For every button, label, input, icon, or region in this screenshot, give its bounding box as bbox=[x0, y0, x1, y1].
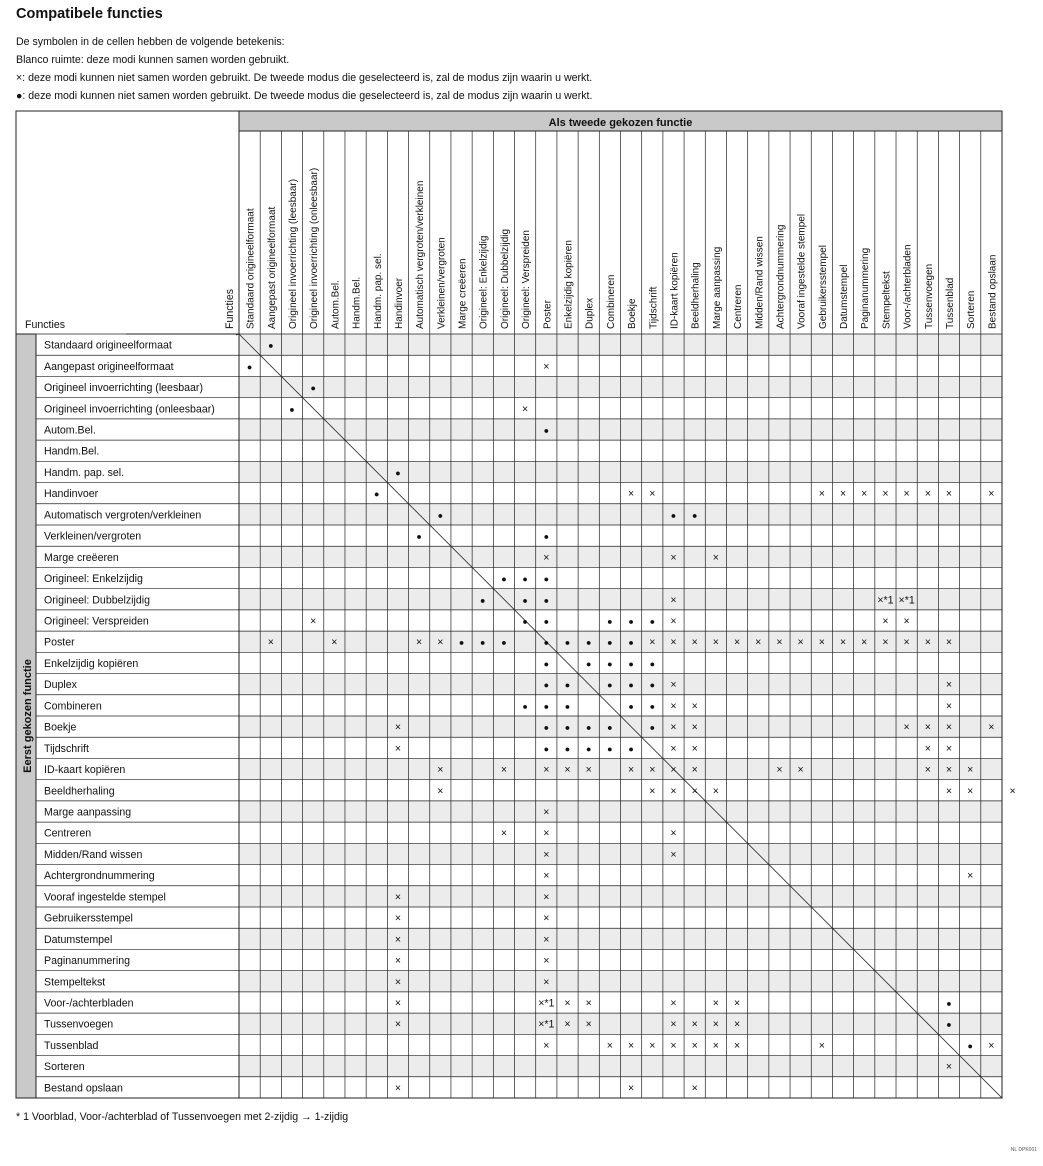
row-label: Aangepast origineelformaat bbox=[44, 360, 174, 373]
col-header-label: Handm.Bel. bbox=[351, 276, 363, 329]
cell-cross-mark: × bbox=[394, 997, 402, 1010]
cell-cross-mark: × bbox=[670, 1039, 677, 1052]
cell-dot-mark: ● bbox=[607, 658, 613, 669]
row-label: Centreren bbox=[44, 827, 92, 840]
col-header-label: Boekje bbox=[627, 298, 639, 329]
cell-cross-mark: ×*1 bbox=[538, 997, 555, 1010]
row-label: Automatisch vergroten/verkleinen bbox=[44, 509, 202, 522]
cell-dot-mark: ● bbox=[628, 616, 634, 627]
col-header-label: Tussenblad bbox=[945, 277, 957, 329]
cell-cross-mark: × bbox=[776, 764, 783, 777]
cell-cross-mark: × bbox=[543, 806, 550, 819]
cell-cross-mark: × bbox=[543, 551, 550, 564]
cell-cross-mark: × bbox=[670, 1018, 677, 1031]
cell-cross-mark: × bbox=[776, 636, 783, 649]
col-header-label: Gebruikersstempel bbox=[817, 245, 829, 329]
cell-dot-mark: ● bbox=[649, 616, 656, 627]
cell-cross-mark: × bbox=[733, 1018, 741, 1031]
row-label: Tussenblad bbox=[44, 1039, 99, 1052]
cell-cross-mark: × bbox=[861, 488, 868, 501]
cell-cross-mark: × bbox=[967, 785, 974, 798]
cell-cross-mark: × bbox=[691, 1082, 698, 1095]
cell-cross-mark: × bbox=[437, 785, 444, 798]
cell-cross-mark: × bbox=[543, 933, 550, 946]
cell-cross-mark: × bbox=[882, 636, 889, 649]
cell-cross-mark: × bbox=[331, 636, 338, 649]
row-label: Standaard origineelformaat bbox=[44, 339, 172, 352]
first-header-label: Eerst gekozen functie bbox=[22, 659, 34, 773]
cell-cross-mark: × bbox=[945, 679, 953, 692]
document-code: NL DPK001 bbox=[1010, 1147, 1037, 1153]
cell-cross-mark: × bbox=[543, 891, 550, 904]
col-header-label: Handm. pap. sel. bbox=[372, 253, 384, 329]
cell-cross-mark: × bbox=[861, 636, 868, 649]
col-header-label: Duplex bbox=[584, 297, 596, 329]
col-header-label: Origineel invoerrichting (leesbaar) bbox=[287, 178, 299, 329]
cell-cross-mark: × bbox=[712, 551, 719, 564]
row-label: Gebruikersstempel bbox=[44, 912, 133, 925]
cell-dot-mark: ● bbox=[946, 998, 952, 1009]
cell-cross-mark: × bbox=[394, 955, 402, 968]
row-label: Stempeltekst bbox=[44, 976, 106, 989]
col-header-label: Verkleinen/vergroten bbox=[436, 237, 448, 329]
cell-dot-mark: ● bbox=[501, 637, 507, 648]
cell-cross-mark: ×*1 bbox=[538, 1018, 555, 1031]
cell-cross-mark: × bbox=[437, 636, 444, 649]
cell-dot-mark: ● bbox=[649, 680, 656, 691]
cell-cross-mark: × bbox=[394, 1082, 402, 1095]
cell-cross-mark: × bbox=[543, 955, 550, 968]
row-label: Voor-/achterbladen bbox=[44, 997, 134, 1010]
cell-dot-mark: ● bbox=[522, 701, 528, 712]
cell-dot-mark: ● bbox=[543, 425, 550, 436]
cell-cross-mark: × bbox=[691, 742, 698, 755]
col-header-label: Stempeltekst bbox=[881, 271, 893, 329]
col-header-label: Midden/Rand wissen bbox=[754, 236, 766, 329]
cell-cross-mark: × bbox=[733, 997, 741, 1010]
col-header-label: Beeldherhaling bbox=[690, 262, 702, 329]
cell-cross-mark: × bbox=[394, 976, 402, 989]
cell-cross-mark: × bbox=[755, 636, 762, 649]
col-header-label: Poster bbox=[542, 300, 554, 329]
cell-cross-mark: × bbox=[797, 636, 804, 649]
cell-dot-mark: ● bbox=[564, 743, 571, 754]
cell-cross-mark: × bbox=[394, 721, 402, 734]
cell-cross-mark: × bbox=[712, 636, 719, 649]
cell-cross-mark: × bbox=[691, 1039, 698, 1052]
cell-cross-mark: × bbox=[670, 997, 677, 1010]
cell-dot-mark: ● bbox=[946, 1019, 952, 1030]
col-header-label: Origineel: Verspreiden bbox=[521, 230, 533, 329]
cell-cross-mark: × bbox=[903, 721, 910, 734]
col-header-label: Origineel invoerrichting (onleesbaar) bbox=[309, 167, 321, 329]
col-header-label: Autom.Bel. bbox=[330, 280, 342, 329]
cell-dot-mark: ● bbox=[395, 467, 401, 478]
row-label: Bestand opslaan bbox=[44, 1082, 123, 1095]
cell-cross-mark: × bbox=[924, 721, 931, 734]
row-label: Marge creëeren bbox=[44, 551, 119, 564]
col-header-label: Sorteren bbox=[966, 290, 978, 329]
cell-cross-mark: × bbox=[522, 403, 529, 416]
cell-cross-mark: × bbox=[945, 636, 953, 649]
row-label: Tussenvoegen bbox=[44, 1018, 114, 1031]
cell-dot-mark: ● bbox=[691, 510, 698, 521]
cell-cross-mark: × bbox=[670, 636, 677, 649]
row-label: Marge aanpassing bbox=[44, 806, 132, 819]
row-label: Tijdschrift bbox=[44, 742, 89, 755]
cell-cross-mark: × bbox=[416, 636, 423, 649]
col-header-label: Combineren bbox=[605, 274, 617, 329]
row-label: Beeldherhaling bbox=[44, 785, 115, 798]
cell-cross-mark: × bbox=[733, 636, 741, 649]
cell-cross-mark: × bbox=[649, 1039, 656, 1052]
cell-cross-mark: × bbox=[670, 594, 677, 607]
row-label: Sorteren bbox=[44, 1061, 85, 1074]
cell-dot-mark: ● bbox=[628, 701, 634, 712]
row-label: Handm.Bel. bbox=[44, 445, 100, 458]
cell-dot-mark: ● bbox=[310, 383, 316, 394]
cell-cross-mark: × bbox=[818, 636, 825, 649]
cell-dot-mark: ● bbox=[585, 658, 592, 669]
cell-cross-mark: × bbox=[691, 1018, 698, 1031]
cell-cross-mark: × bbox=[585, 1018, 592, 1031]
col-header-label: Automatisch vergroten/verkleinen bbox=[415, 180, 427, 329]
cell-cross-mark: × bbox=[797, 764, 804, 777]
row-label: Origineel: Enkelzijdig bbox=[44, 573, 143, 586]
row-label: Poster bbox=[44, 636, 75, 649]
cell-dot-mark: ● bbox=[416, 531, 422, 542]
col-header-label: Origineel: Enkelzijdig bbox=[478, 235, 490, 329]
row-label: Handm. pap. sel. bbox=[44, 466, 125, 479]
cell-cross-mark: × bbox=[988, 721, 995, 734]
cell-cross-mark: × bbox=[606, 1039, 613, 1052]
cell-cross-mark: × bbox=[628, 488, 635, 501]
cell-cross-mark: × bbox=[649, 764, 656, 777]
cell-dot-mark: ● bbox=[522, 616, 528, 627]
cell-cross-mark: × bbox=[543, 764, 550, 777]
cell-cross-mark: × bbox=[437, 764, 444, 777]
row-label: Autom.Bel. bbox=[44, 424, 96, 437]
cell-cross-mark: × bbox=[945, 721, 953, 734]
cell-dot-mark: ● bbox=[246, 361, 253, 372]
cell-cross-mark: × bbox=[903, 636, 910, 649]
cell-cross-mark: × bbox=[543, 912, 550, 925]
cell-cross-mark: × bbox=[543, 870, 550, 883]
cell-dot-mark: ● bbox=[649, 701, 656, 712]
cell-cross-mark: × bbox=[543, 1039, 550, 1052]
row-label: Origineel invoerrichting (onleesbaar) bbox=[44, 403, 215, 416]
cell-cross-mark: × bbox=[967, 870, 974, 883]
cell-dot-mark: ● bbox=[607, 722, 613, 733]
cell-dot-mark: ● bbox=[480, 637, 486, 648]
cell-dot-mark: ● bbox=[458, 637, 465, 648]
row-label: Combineren bbox=[44, 700, 102, 713]
cell-dot-mark: ● bbox=[607, 680, 613, 691]
page-title: Compatibele functies bbox=[16, 6, 163, 22]
row-label: Origineel: Verspreiden bbox=[44, 615, 149, 628]
cell-dot-mark: ● bbox=[501, 574, 507, 585]
col-header-label: Marge creëeren bbox=[457, 258, 469, 329]
corner-label-col: Functies bbox=[224, 288, 236, 329]
col-header-label: Aangepast origineelformaat bbox=[266, 206, 278, 329]
row-label: Midden/Rand wissen bbox=[44, 848, 143, 861]
cell-cross-mark: × bbox=[670, 700, 677, 713]
cell-dot-mark: ● bbox=[585, 722, 592, 733]
cell-dot-mark: ● bbox=[564, 701, 571, 712]
cell-cross-mark: × bbox=[394, 1018, 402, 1031]
cell-cross-mark: × bbox=[670, 551, 677, 564]
cell-cross-mark: × bbox=[670, 615, 677, 628]
cell-cross-mark: × bbox=[670, 785, 677, 798]
cell-cross-mark: × bbox=[670, 764, 677, 777]
cell-cross-mark: × bbox=[988, 488, 995, 501]
cell-dot-mark: ● bbox=[543, 637, 550, 648]
cell-dot-mark: ● bbox=[437, 510, 444, 521]
cell-cross-mark: × bbox=[691, 636, 698, 649]
cell-dot-mark: ● bbox=[268, 340, 274, 351]
legend-cross: ×: deze modi kunnen niet samen worden gebruikt. De tweede modus die geselecteerd is, zal de modus zijn waarin u werkt. bbox=[16, 72, 593, 84]
cell-cross-mark: × bbox=[903, 488, 910, 501]
cell-cross-mark: × bbox=[649, 636, 656, 649]
second-header-label: Als tweede gekozen functie bbox=[548, 117, 693, 129]
legend-intro: De symbolen in de cellen hebben de volgende betekenis: bbox=[16, 36, 285, 48]
cell-dot-mark: ● bbox=[522, 595, 528, 606]
row-label: Origineel: Dubbelzijdig bbox=[44, 594, 150, 607]
col-header-label: Tijdschrift bbox=[648, 286, 660, 329]
row-label: Verkleinen/vergroten bbox=[44, 530, 142, 543]
cell-cross-mark: × bbox=[543, 976, 550, 989]
cell-cross-mark: × bbox=[712, 997, 719, 1010]
cell-cross-mark: × bbox=[691, 721, 698, 734]
row-label: Paginanummering bbox=[44, 955, 130, 968]
row-label: Duplex bbox=[44, 679, 77, 692]
cell-cross-mark: × bbox=[310, 615, 317, 628]
cell-dot-mark: ● bbox=[543, 616, 550, 627]
cell-dot-mark: ● bbox=[967, 1040, 973, 1051]
cell-cross-mark: × bbox=[628, 1082, 635, 1095]
cell-cross-mark: × bbox=[543, 848, 550, 861]
cell-dot-mark: ● bbox=[607, 743, 613, 754]
corner-label-row: Functies bbox=[25, 319, 66, 331]
cell-dot-mark: ● bbox=[522, 574, 528, 585]
cell-cross-mark: × bbox=[945, 742, 953, 755]
cell-cross-mark: × bbox=[394, 891, 402, 904]
row-label: ID-kaart kopiëren bbox=[44, 764, 126, 777]
cell-cross-mark: × bbox=[924, 764, 931, 777]
cell-cross-mark: × bbox=[500, 764, 508, 777]
cell-dot-mark: ● bbox=[585, 743, 592, 754]
cell-cross-mark: × bbox=[564, 764, 571, 777]
cell-cross-mark: × bbox=[670, 827, 677, 840]
cell-dot-mark: ● bbox=[543, 658, 550, 669]
cell-cross-mark: ×*1 bbox=[898, 594, 915, 607]
col-header-label: Handinvoer bbox=[393, 277, 405, 329]
row-label: Vooraf ingestelde stempel bbox=[44, 891, 166, 904]
row-label: Boekje bbox=[44, 721, 77, 734]
cell-dot-mark: ● bbox=[543, 701, 550, 712]
col-header-label: Tussenvoegen bbox=[923, 263, 935, 329]
col-header-label: Bestand opslaan bbox=[987, 254, 999, 329]
cell-dot-mark: ● bbox=[607, 637, 613, 648]
col-header-label: Paginanummering bbox=[860, 247, 872, 329]
cell-cross-mark: × bbox=[543, 360, 550, 373]
cell-cross-mark: × bbox=[945, 785, 953, 798]
legend-dot: ●: deze modi kunnen niet samen worden gebruikt. De tweede modus die geselecteerd is, zal de modus zijn waarin u werkt. bbox=[16, 90, 593, 102]
cell-cross-mark: × bbox=[267, 636, 274, 649]
cell-dot-mark: ● bbox=[374, 489, 380, 500]
cell-dot-mark: ● bbox=[585, 637, 592, 648]
cell-dot-mark: ● bbox=[543, 680, 550, 691]
cell-cross-mark: × bbox=[394, 933, 402, 946]
cell-dot-mark: ● bbox=[607, 616, 613, 627]
cell-cross-mark: × bbox=[670, 721, 677, 734]
cell-dot-mark: ● bbox=[564, 680, 571, 691]
cell-dot-mark: ● bbox=[628, 637, 634, 648]
cell-dot-mark: ● bbox=[543, 595, 550, 606]
cell-dot-mark: ● bbox=[564, 637, 571, 648]
cell-cross-mark: × bbox=[712, 1018, 719, 1031]
cell-cross-mark: × bbox=[394, 742, 402, 755]
cell-cross-mark: × bbox=[924, 488, 931, 501]
cell-dot-mark: ● bbox=[649, 658, 656, 669]
cell-cross-mark: × bbox=[945, 1061, 953, 1074]
col-header-label: Achtergrondnummering bbox=[775, 224, 787, 329]
cell-dot-mark: ● bbox=[543, 574, 550, 585]
cell-cross-mark: × bbox=[564, 1018, 571, 1031]
cell-cross-mark: × bbox=[691, 764, 698, 777]
cell-cross-mark: × bbox=[628, 1039, 635, 1052]
cell-cross-mark: × bbox=[988, 1039, 995, 1052]
col-header-label: Marge aanpassing bbox=[711, 246, 723, 329]
cell-cross-mark: × bbox=[967, 764, 974, 777]
row-label: Datumstempel bbox=[44, 933, 113, 946]
cell-cross-mark: × bbox=[585, 997, 592, 1010]
col-header-label: Centreren bbox=[733, 284, 745, 329]
cell-cross-mark: × bbox=[945, 488, 953, 501]
cell-cross-mark: × bbox=[882, 615, 889, 628]
cell-dot-mark: ● bbox=[543, 722, 550, 733]
cell-cross-mark: × bbox=[839, 636, 847, 649]
cell-cross-mark: × bbox=[394, 912, 402, 925]
col-header-label: Enkelzijdig kopiëren bbox=[563, 240, 575, 329]
cell-cross-mark: × bbox=[670, 742, 677, 755]
row-label: Enkelzijdig kopiëren bbox=[44, 657, 139, 670]
cell-cross-mark: × bbox=[585, 764, 592, 777]
cell-cross-mark: × bbox=[691, 700, 698, 713]
cell-cross-mark: × bbox=[945, 764, 953, 777]
cell-dot-mark: ● bbox=[649, 722, 656, 733]
cell-cross-mark: ×*1 bbox=[877, 594, 894, 607]
cell-cross-mark: × bbox=[924, 742, 931, 755]
col-header-label: Origineel: Dubbelzijdig bbox=[499, 228, 511, 329]
cell-cross-mark: × bbox=[818, 488, 825, 501]
cell-dot-mark: ● bbox=[628, 658, 634, 669]
col-header-label: Voor-/achterbladen bbox=[902, 244, 914, 329]
cell-dot-mark: ● bbox=[289, 404, 295, 415]
cell-cross-mark: × bbox=[818, 1039, 825, 1052]
cell-cross-mark: × bbox=[543, 827, 550, 840]
cell-cross-mark: × bbox=[670, 679, 677, 692]
cell-cross-mark: × bbox=[839, 488, 847, 501]
cell-cross-mark: × bbox=[924, 636, 931, 649]
cell-cross-mark: × bbox=[733, 1039, 741, 1052]
cell-dot-mark: ● bbox=[564, 722, 571, 733]
col-header-label: Vooraf ingestelde stempel bbox=[796, 213, 808, 329]
cell-cross-mark: × bbox=[903, 615, 910, 628]
cell-cross-mark: × bbox=[945, 700, 953, 713]
cell-cross-mark: × bbox=[1009, 785, 1016, 798]
cell-dot-mark: ● bbox=[628, 680, 634, 691]
footnote: * 1 Voorblad, Voor-/achterblad of Tussenvoegen met 2-zijdig → 1-zijdig bbox=[16, 1111, 349, 1123]
cell-cross-mark: × bbox=[691, 785, 698, 798]
col-header-label: Datumstempel bbox=[839, 264, 851, 329]
cell-cross-mark: × bbox=[649, 488, 656, 501]
cell-cross-mark: × bbox=[670, 848, 677, 861]
cell-cross-mark: × bbox=[882, 488, 889, 501]
cell-cross-mark: × bbox=[712, 785, 719, 798]
cell-dot-mark: ● bbox=[543, 743, 550, 754]
cell-dot-mark: ● bbox=[628, 743, 634, 754]
cell-dot-mark: ● bbox=[543, 531, 550, 542]
row-label: Handinvoer bbox=[44, 488, 99, 501]
row-label: Achtergrondnummering bbox=[44, 870, 155, 883]
cell-cross-mark: × bbox=[649, 785, 656, 798]
cell-dot-mark: ● bbox=[670, 510, 677, 521]
cell-dot-mark: ● bbox=[480, 595, 486, 606]
legend-blank: Blanco ruimte: deze modi kunnen samen worden gebruikt. bbox=[16, 54, 290, 66]
cell-cross-mark: × bbox=[628, 764, 635, 777]
row-label: Origineel invoerrichting (leesbaar) bbox=[44, 382, 203, 395]
cell-cross-mark: × bbox=[500, 827, 508, 840]
cell-cross-mark: × bbox=[564, 997, 571, 1010]
cell-cross-mark: × bbox=[712, 1039, 719, 1052]
col-header-label: Standaard origineelformaat bbox=[245, 208, 257, 329]
col-header-label: ID-kaart kopiëren bbox=[669, 252, 681, 329]
